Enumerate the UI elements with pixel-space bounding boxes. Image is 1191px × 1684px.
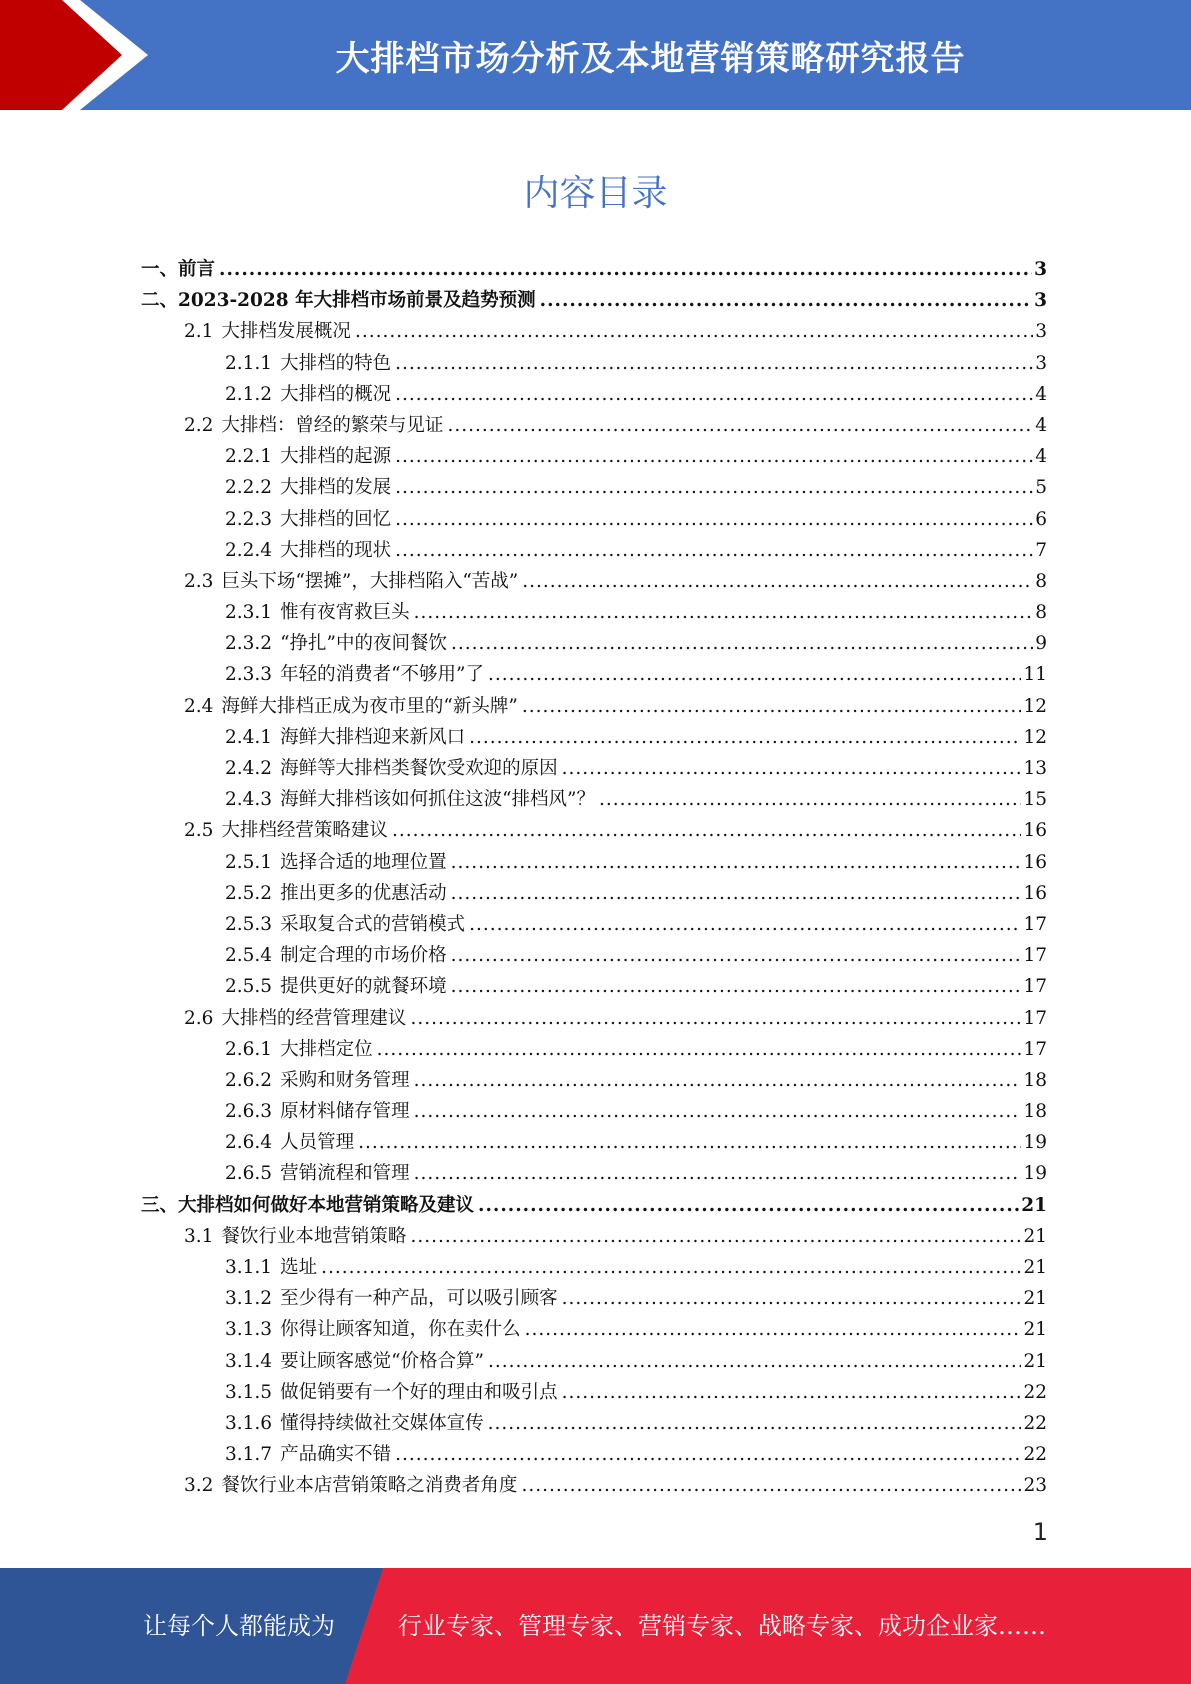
toc-entry-page: 21 [1021,1194,1047,1216]
toc-entry-title: 餐饮行业本店营销策略之消费者角度 [221,1475,518,1497]
toc-entry-number: 2.2.3 [225,508,273,530]
toc-dot-leader [410,1003,1021,1034]
toc-entry-number: 2.3.1 [225,602,273,624]
toc-entry[interactable] [141,1408,1047,1439]
toc-dot-leader [488,659,1021,690]
toc-entry[interactable] [141,1190,1047,1221]
toc-entry[interactable] [141,316,1047,347]
toc-entry-title: 大排档的现状 [280,539,392,561]
toc-entry[interactable] [141,1096,1047,1127]
toc-entry-number: 2.6 [184,1007,214,1029]
toc-dot-leader [521,1470,1021,1501]
toc-entry[interactable] [141,1314,1047,1345]
toc-entry-title: 推出更多的优惠活动 [280,882,447,904]
toc-entry-page: 21 [1023,1257,1047,1278]
toc-dot-leader [414,1096,1022,1127]
toc-dot-leader [377,1034,1022,1065]
toc-entry-page: 6 [1035,508,1047,530]
toc-entry-title: 大排档的起源 [280,446,392,468]
toc-entry[interactable] [141,784,1047,815]
toc-entry-page: 22 [1023,1412,1047,1434]
toc-entry[interactable] [141,1065,1047,1096]
toc-entry[interactable] [141,472,1047,503]
toc-entry-number: 2.6.1 [225,1038,273,1060]
toc-entry-page: 9 [1035,633,1047,655]
toc-entry[interactable] [141,348,1047,379]
toc-entry-number: 一、 [141,259,179,280]
toc-entry[interactable] [141,909,1047,940]
toc-entry-page: 4 [1035,414,1047,436]
toc-entry-number: 2.3.3 [225,664,273,686]
toc-entry-title: 海鲜大排档迎来新风口 [280,726,466,748]
toc-entry-page: 8 [1035,602,1047,624]
toc-dot-leader [414,1158,1022,1189]
toc-entry[interactable] [141,1158,1047,1189]
toc-entry-page: 11 [1023,664,1047,686]
toc-entry-title: 大排档：曾经的繁荣与见证 [221,414,444,436]
toc-entry[interactable] [141,659,1047,690]
toc-heading: 内容目录 [523,173,668,214]
toc-entry[interactable] [141,285,1047,316]
toc-dot-leader [522,566,1033,597]
toc-dot-leader [522,691,1022,722]
toc-entry-number: 2.6.2 [225,1069,273,1091]
toc-entry[interactable] [141,847,1047,878]
toc-entry-title: 大排档的特色 [280,352,392,374]
toc-entry-title: “挣扎”中的夜间餐饮 [280,633,447,655]
toc-entry-title: 海鲜大排档正成为夜市里的“新头牌” [221,695,518,717]
toc-entry-page: 13 [1023,758,1047,779]
toc-entry[interactable] [141,878,1047,909]
toc-dot-leader [488,1408,1022,1439]
toc-entry-page: 16 [1023,851,1047,873]
toc-entry-page: 15 [1023,789,1047,811]
toc-dot-leader [451,971,1022,1002]
toc-entry-page: 18 [1023,1101,1047,1123]
toc-entry[interactable] [141,566,1047,597]
toc-dot-leader [414,597,1033,628]
toc-entry[interactable] [141,254,1047,285]
report-title: 大排档市场分析及本地营销策略研究报告 [335,38,966,79]
toc-entry-title: 大排档发展概况 [221,321,351,343]
toc-entry-page: 17 [1023,976,1047,998]
toc-entry-title: 大排档的回忆 [280,508,392,530]
toc-dot-leader [447,410,1033,441]
toc-entry-title: 营销流程和管理 [280,1163,410,1185]
toc-entry[interactable] [141,535,1047,566]
toc-dot-leader [562,1283,1022,1314]
toc-entry[interactable] [141,1127,1047,1158]
toc-entry-page: 23 [1023,1475,1047,1497]
toc-entry[interactable] [141,815,1047,846]
toc-entry-title: 大排档定位 [280,1038,373,1060]
toc-entry-number: 2.1.2 [225,383,273,405]
toc-entry-page: 21 [1023,1288,1047,1310]
toc-entry-page: 4 [1035,383,1047,405]
toc-entry[interactable] [141,940,1047,971]
toc-entry-title: 大排档的发展 [280,477,392,499]
toc-dot-leader [321,1252,1021,1283]
toc-entry-title: 原材料储存管理 [280,1101,410,1123]
toc-dot-leader [355,316,1033,347]
toc-entry-page: 22 [1023,1444,1047,1466]
toc-dot-leader [525,1314,1022,1345]
toc-entry-title: 人员管理 [280,1132,355,1154]
toc-dot-leader [540,285,1033,316]
toc-entry-title: 海鲜大排档该如何抓住这波“排档风”？ [280,789,595,811]
toc-entry-number: 3.1.1 [225,1257,273,1278]
toc-dot-leader [395,379,1033,410]
toc-entry-page: 3 [1034,259,1047,280]
toc-entry-page: 3 [1034,290,1047,312]
toc-dot-leader [451,847,1022,878]
toc-dot-leader [469,909,1021,940]
toc-entry-page: 21 [1023,1350,1047,1372]
toc-entry-title: 海鲜等大排档类餐饮受欢迎的原因 [280,758,558,779]
toc-entry-number: 2.1.1 [225,352,273,374]
toc-dot-leader [451,940,1022,971]
toc-entry-number: 3.1.6 [225,1412,273,1434]
toc-entry-number: 2.5.1 [225,851,273,873]
toc-entry-number: 三、 [141,1194,179,1216]
toc-dot-leader [451,878,1022,909]
toc-entry-number: 2.6.3 [225,1101,273,1123]
toc-entry-title: 前言 [178,259,216,280]
toc-entry-title: 至少得有一种产品，可以吸引顾客 [280,1288,558,1310]
toc-entry-number: 2.6.4 [225,1132,273,1154]
toc-entry-title: 惟有夜宵救巨头 [280,602,410,624]
toc-entry-number: 2.4 [184,695,214,717]
toc-entry-page: 8 [1035,570,1047,592]
toc-entry-number: 2.5.4 [225,945,273,967]
toc-entry-title: 你得让顾客知道，你在卖什么 [280,1319,521,1341]
footer-banner [0,1568,1191,1684]
toc-dot-leader [478,1190,1019,1221]
toc-dot-leader [562,753,1022,784]
toc-entry-page: 3 [1035,352,1047,374]
footer-slogan-right: 行业专家、管理专家、营销专家、战略专家、成功企业家…… [398,1612,1046,1640]
toc-entry-page: 21 [1023,1225,1047,1247]
toc-entry-number: 3.2 [184,1475,214,1497]
toc-entry-number: 2.5.2 [225,882,273,904]
toc-entry[interactable] [141,1346,1047,1377]
toc-entry-page: 17 [1023,1038,1047,1060]
toc-entry-number: 二、 [141,290,179,312]
toc-entry-page: 12 [1023,695,1047,717]
toc-entry-title: 提供更好的就餐环境 [280,976,447,998]
table-of-contents [141,254,1047,1502]
toc-entry-number: 2.5.3 [225,913,273,935]
header-banner [0,0,1191,110]
toc-entry-title: 选址 [280,1257,318,1278]
toc-dot-leader [395,1439,1021,1470]
toc-entry-number: 2.5.5 [225,976,273,998]
toc-entry-page: 3 [1035,321,1047,343]
toc-entry-number: 2.5 [184,820,214,842]
toc-entry-number: 3.1.7 [225,1444,273,1466]
toc-entry-title: 巨头下场“摆摊”，大排档陷入“苦战” [221,570,519,592]
toc-dot-leader [451,628,1033,659]
toc-entry-number: 2.2 [184,414,214,436]
toc-entry-number: 2.6.5 [225,1163,273,1185]
toc-entry-number: 3.1.2 [225,1288,273,1310]
toc-dot-leader [469,722,1021,753]
toc-dot-leader [410,1221,1021,1252]
toc-entry-page: 12 [1023,726,1047,748]
toc-dot-leader [395,472,1033,503]
toc-dot-leader [358,1127,1021,1158]
toc-entry-title: 产品确实不错 [280,1444,392,1466]
toc-entry[interactable] [141,753,1047,784]
toc-entry-number: 3.1.4 [225,1350,273,1372]
toc-entry-page: 19 [1023,1163,1047,1185]
toc-entry[interactable] [141,1439,1047,1470]
toc-entry-number: 2.4.2 [225,758,273,779]
toc-entry-title: 大排档的概况 [280,383,392,405]
toc-entry[interactable] [141,504,1047,535]
toc-entry[interactable] [141,1003,1047,1034]
toc-entry[interactable] [141,410,1047,441]
toc-entry-title: 懂得持续做社交媒体宣传 [280,1412,484,1434]
toc-entry-page: 7 [1035,539,1047,561]
toc-entry-number: 2.4.1 [225,726,273,748]
toc-entry-number: 2.4.3 [225,789,273,811]
toc-entry-number: 3.1.3 [225,1319,273,1341]
toc-entry-title: 年轻的消费者“不够用”了 [280,664,484,686]
toc-entry-title: 采取复合式的营销模式 [280,913,466,935]
toc-entry-page: 21 [1023,1319,1047,1341]
toc-dot-leader [395,504,1033,535]
toc-entry-number: 2.3 [184,570,214,592]
toc-entry-title: 选择合适的地理位置 [280,851,447,873]
toc-entry-number: 2.1 [184,321,214,343]
toc-entry[interactable] [141,597,1047,628]
toc-entry-number: 2.2.4 [225,539,273,561]
toc-entry-page: 16 [1023,820,1047,842]
toc-dot-leader [395,535,1033,566]
toc-entry-title: 大排档如何做好本地营销策略及建议 [178,1194,475,1216]
toc-entry-number: 2.2.2 [225,477,273,499]
toc-dot-leader [562,1377,1022,1408]
toc-entry[interactable] [141,1034,1047,1065]
toc-entry[interactable] [141,441,1047,472]
toc-entry-number: 3.1.5 [225,1381,273,1403]
footer-slogan-left: 让每个人都能成为 [143,1612,335,1640]
page-number: 1 [1032,1518,1048,1546]
toc-dot-leader [414,1065,1022,1096]
toc-entry-title: 要让顾客感觉“价格合算” [280,1350,484,1372]
toc-entry-page: 18 [1023,1069,1047,1091]
toc-entry-number: 2.2.1 [225,446,273,468]
toc-entry-page: 16 [1023,882,1047,904]
toc-entry-page: 17 [1023,913,1047,935]
toc-entry-title: 制定合理的市场价格 [280,945,447,967]
toc-entry[interactable] [141,1283,1047,1314]
toc-entry[interactable] [141,691,1047,722]
toc-dot-leader [599,784,1021,815]
toc-entry-number: 2.3.2 [225,633,273,655]
toc-dot-leader [488,1346,1021,1377]
toc-entry-page: 17 [1023,1007,1047,1029]
toc-entry[interactable] [141,1377,1047,1408]
toc-entry[interactable] [141,1470,1047,1501]
toc-entry[interactable] [141,1221,1047,1252]
toc-dot-leader [219,254,1032,285]
toc-entry-title: 2023-2028 年大排档市场前景及趋势预测 [178,290,536,312]
toc-entry-page: 4 [1035,446,1047,468]
toc-entry-page: 19 [1023,1132,1047,1154]
toc-entry-page: 17 [1023,945,1047,967]
toc-entry-number: 3.1 [184,1225,214,1247]
toc-entry[interactable] [141,971,1047,1002]
toc-entry-title: 做促销要有一个好的理由和吸引点 [280,1381,558,1403]
toc-entry[interactable] [141,722,1047,753]
toc-entry-title: 大排档的经营管理建议 [221,1007,407,1029]
toc-dot-leader [392,815,1022,846]
toc-dot-leader [395,441,1033,472]
toc-entry[interactable] [141,379,1047,410]
toc-entry-title: 采购和财务管理 [280,1069,410,1091]
toc-entry-page: 22 [1023,1381,1047,1403]
toc-entry-page: 5 [1035,477,1047,499]
toc-entry-title: 大排档经营策略建议 [221,820,388,842]
toc-entry[interactable] [141,628,1047,659]
toc-dot-leader [395,348,1033,379]
toc-entry-title: 餐饮行业本地营销策略 [221,1225,407,1247]
toc-entry[interactable] [141,1252,1047,1283]
